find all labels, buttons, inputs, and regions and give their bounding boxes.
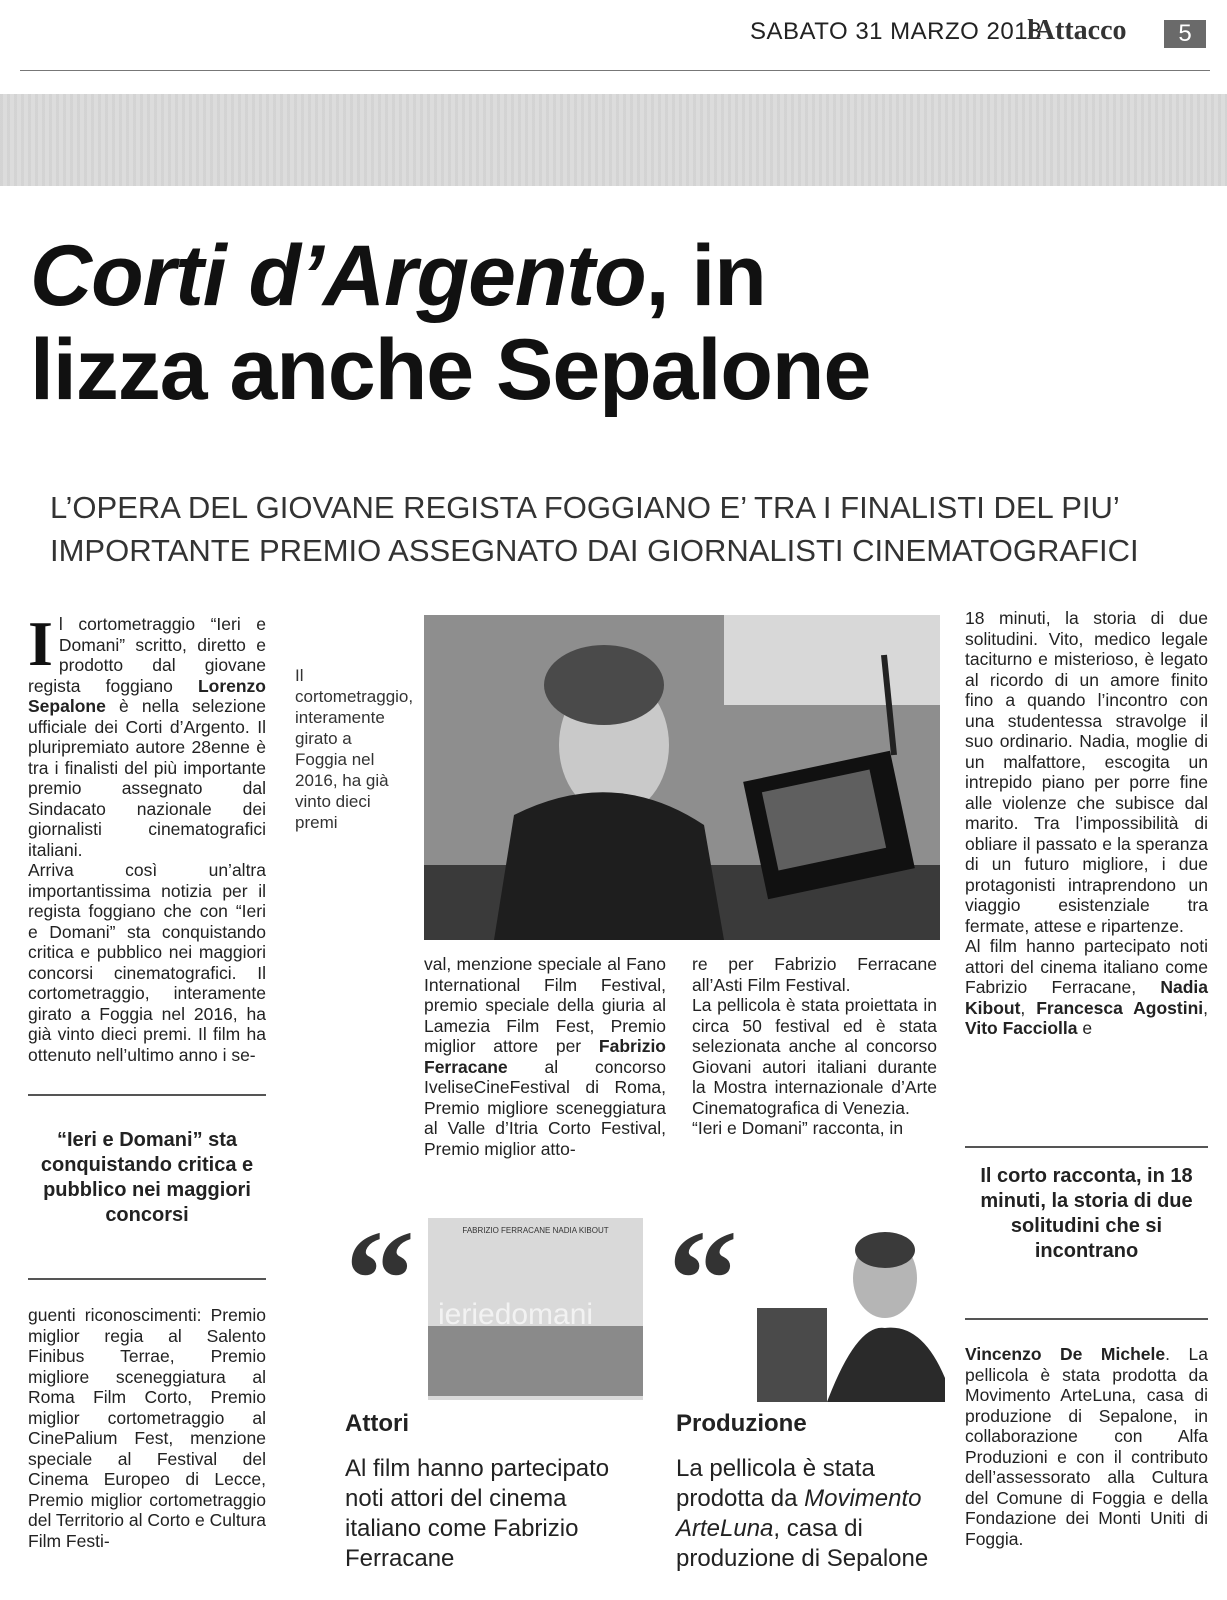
pullquote-right-rule-bottom [965, 1318, 1208, 1320]
director-portrait [757, 1228, 945, 1402]
produzione-text-cont: , casa di produzione di Sepalone [676, 1515, 929, 1572]
article-column-4 [965, 608, 1208, 1039]
quote-mark-produzione: “ [668, 1202, 738, 1357]
actor-name-de-michele: Vincenzo De Michele [965, 1344, 1166, 1364]
pullquote-right: Il corto racconta, in 18 minuti, la storia di due solitudini che si incontrano [980, 1165, 1193, 1262]
headline-line-2: lizza anche Sepalone [30, 322, 871, 418]
box-text-produzione [676, 1454, 946, 1574]
pullquote-rule-top [28, 1094, 266, 1096]
col3-paragraph-2: La pellicola è stata proiettata in circa 50 festival ed è stata selezionata anche al concorso Giovani autori italiani durante la Mostra internazionale d’Arte Cinematografica di Venezia. [692, 995, 937, 1118]
actor-name: Fabrizio Ferracane [424, 1036, 666, 1077]
headline-rest: , in [645, 228, 766, 324]
pullquote-right-rule-top [965, 1146, 1208, 1148]
col1-text: l cortometraggio “Ieri e Domani” scritto, diretto e prodotto dal giovane regista foggiano [28, 614, 266, 696]
actor-name-kibout: Nadia Kibout [965, 977, 1208, 1018]
header-rule [20, 70, 1210, 71]
col2-text: val, menzione speciale al Fano International Film Festival, premio speciale della giuria al Lamezia Film Fest, Premio miglior attore per [424, 954, 666, 1056]
director-photo [424, 615, 940, 940]
page-number: 5 [1164, 20, 1206, 48]
production-company: Movimento ArteLuna [676, 1485, 922, 1542]
produzione-text: La pellicola è stata prodotta da [676, 1455, 875, 1512]
subheadline-line-2: IMPORTANTE PREMIO ASSEGNATO DAI GIORNALISTI CINEMATOGRAFICI [50, 533, 1139, 568]
drop-cap: I [28, 608, 53, 679]
col4-paragraph-1: 18 minuti, la storia di due solitudini. Vito, medico legale taciturno e misterioso, è legato al ricordo di un amore finito fino a quando l’incontro con una studentessa stravolge il suo ordinario. Nadia, moglie di un malfattore, escogita un intrepido piano per porre fine alle violenze che subisce dal marito. Tra l’impossibilità di obliare il passato e la speranza di un futuro migliore, i due protagonisti intraprendono un viaggio esistenziale tra fermate, attese e ripartenze. [965, 608, 1208, 936]
director-portrait-illustration [757, 1228, 945, 1402]
headline-line-1 [30, 228, 766, 324]
photo-caption: Il cortometraggio, interamente girato a Foggia nel 2016, ha già vinto dieci premi [295, 666, 414, 832]
actor-name-facciolla: Vito Facciolla [965, 1018, 1078, 1038]
comma: , [1203, 997, 1208, 1018]
subheadline-line-1: L’OPERA DEL GIOVANE REGISTA FOGGIANO E’ TRA I FINALISTI DEL PIU’ [50, 490, 1120, 525]
article-column-1-continued: guenti riconoscimenti: Premio miglior regia al Salento Finibus Terrae, Premio migliore sceneggiatura al Roma Film Corto, Premio miglior cortometraggio al CinePalium Fest, menzione speciale al Festival del Cinema Europeo di Lecce, Premio miglior cortometraggio del Territorio al Corto e Cultura Film Festi- [28, 1305, 266, 1551]
director-photo-illustration [424, 615, 940, 940]
article-column-1 [28, 608, 266, 1065]
actor-name-agostini: Francesca Agostini [1036, 997, 1204, 1018]
pullquote-left: “Ieri e Domani” sta conquistando critica e pubblico nei maggiori concorsi [40, 1129, 254, 1226]
col3-paragraph-3: “Ieri e Domani” racconta, in [692, 1118, 904, 1138]
subheadline [50, 486, 1220, 572]
box-text-attori: Al film hanno partecipato noti attori del cinema italiano come Fabrizio Ferracane [345, 1455, 610, 1572]
article-column-2 [424, 954, 666, 1159]
comma: , [1020, 997, 1037, 1018]
box-title-attori: Attori [345, 1410, 409, 1437]
conjunction: e [1077, 1018, 1093, 1038]
poster-bus [428, 1326, 643, 1396]
pullquote-rule-bottom [28, 1278, 266, 1280]
gray-banner [0, 94, 1227, 186]
quote-mark-attori: “ [345, 1202, 415, 1357]
col4-paragraph-2 [965, 936, 1208, 1039]
box-title-produzione: Produzione [676, 1410, 807, 1437]
col3-paragraph-1: re per Fabrizio Ferracane all’Asti Film Festival. [692, 954, 937, 995]
newspaper-logo: lAttacco [1027, 15, 1127, 46]
author-name: Lorenzo Sepalone [28, 675, 266, 716]
col1-paragraph-2: Arriva così un’altra importantissima notizia per il regista foggiano che con “Ieri e Domani” sta conquistando critica e pubblico nei maggiori concorsi cinematografici. Il cortometraggio, interamente girato a Foggia nel 2016, ha già vinto dieci premi. Il film ha ottenuto nell’ultimo anno i se- [28, 860, 266, 1065]
issue-date: SABATO 31 MARZO 2018 [750, 18, 1042, 45]
headline-italic: Corti d’Argento [30, 228, 646, 324]
col4-paragraph-3: . La pellicola è stata prodotta da Movimento ArteLuna, casa di produzione di Sepalone, in collaborazione con Alfa Produzioni e con il contributo dell’assessorato alla Cultura del Comune di Foggia e della Fondazione dei Monti Uniti di Foggia. [965, 1344, 1208, 1549]
film-poster [428, 1218, 643, 1400]
article-column-4-continued [965, 1344, 1208, 1549]
col2-text-cont: al concorso IveliseCineFestival di Roma, Premio migliore sceneggiatura al Valle d’Itria Corto Festival, Premio miglior atto- [424, 1056, 666, 1159]
col1-text-cont: è nella selezione ufficiale dei Corti d’Argento. Il pluripremiato autore 28enne è tra i finalisti del più importante premio assegnato dal Sindacato nazionale dei giornalisti cinematografici italiani. [28, 696, 266, 860]
article-column-3 [692, 954, 937, 1139]
col4-text: Al film hanno partecipato noti attori del cinema italiano come Fabrizio Ferracane, [965, 936, 1208, 997]
poster-credits: FABRIZIO FERRACANE NADIA KIBOUT [462, 1226, 609, 1235]
poster-title: ieriedomani [438, 1298, 594, 1331]
